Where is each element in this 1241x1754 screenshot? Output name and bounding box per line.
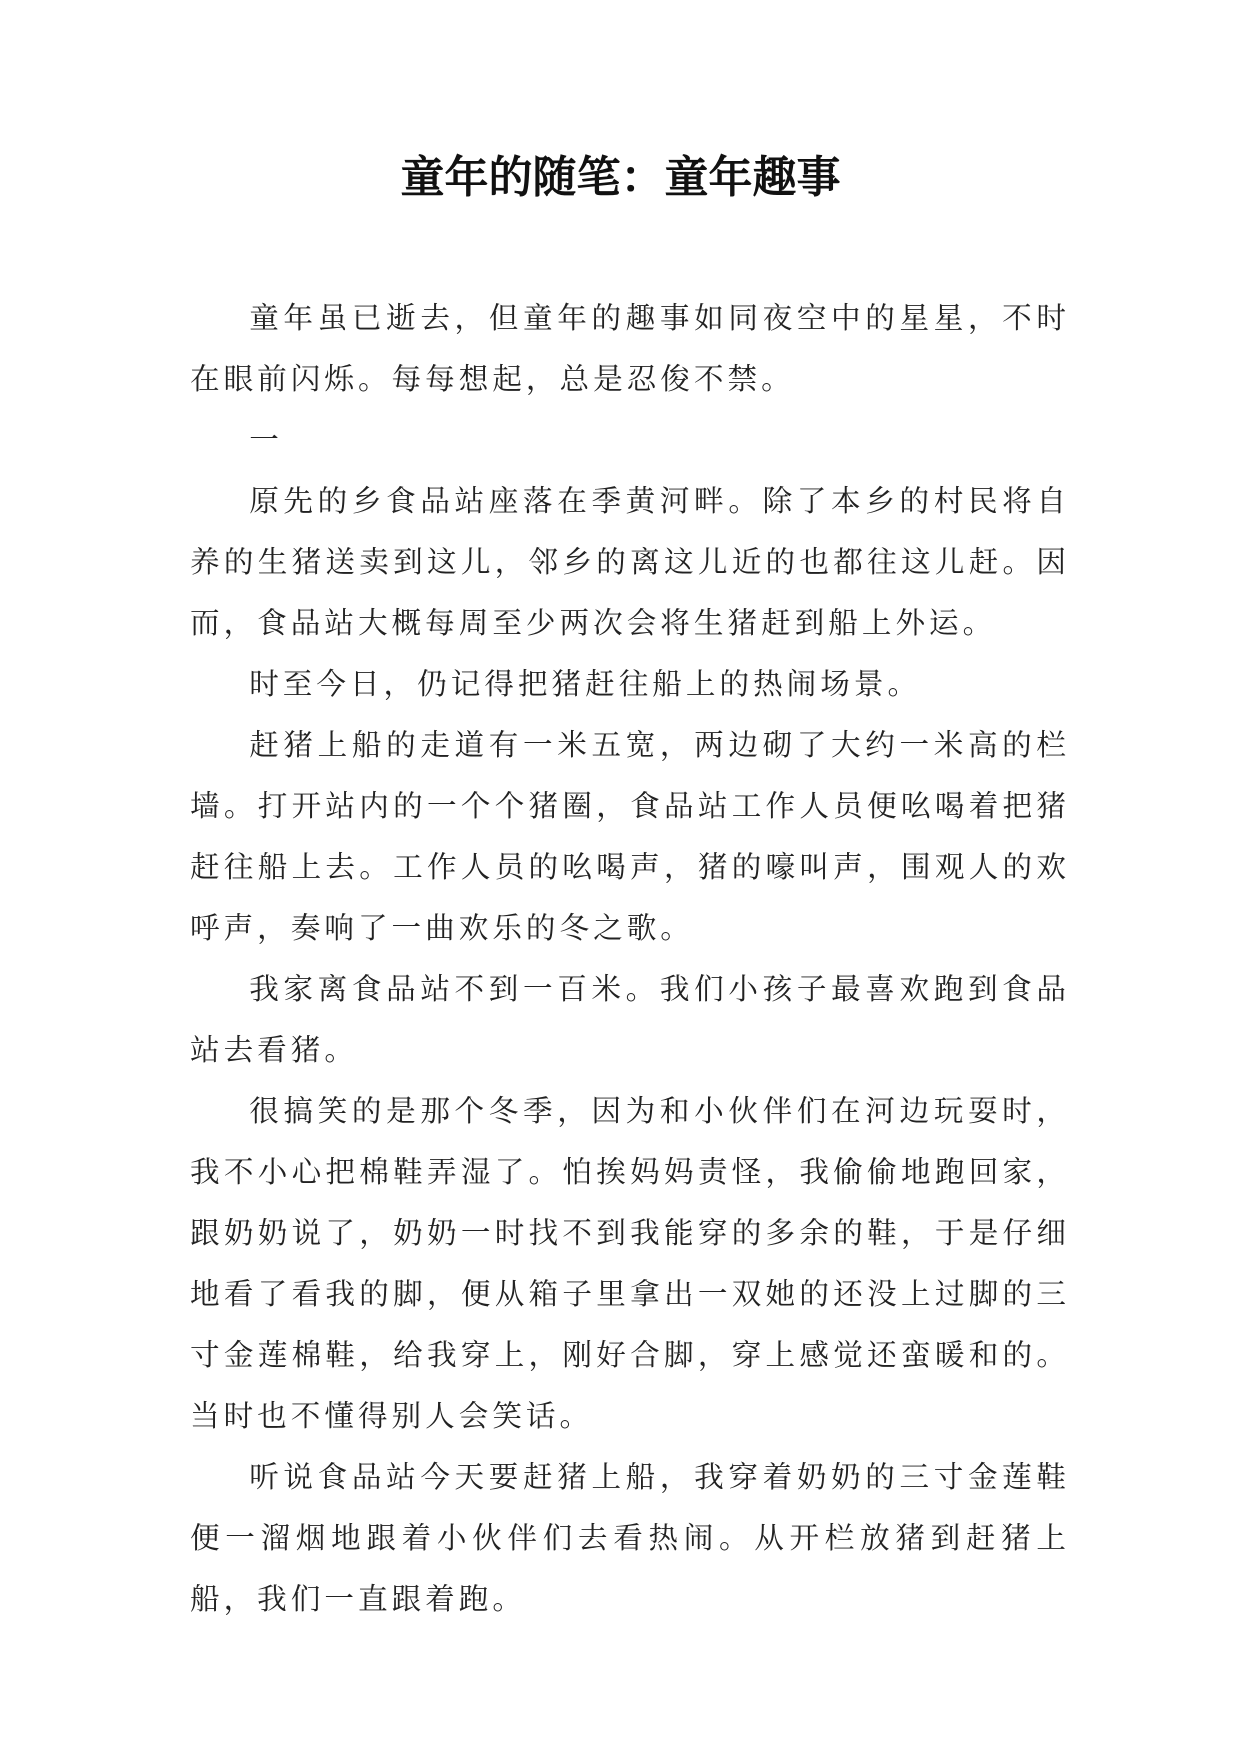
- paragraph: 原先的乡食品站座落在季黄河畔。除了本乡的村民将自养的生猪送卖到这儿，邻乡的离这儿近的也都往这儿赶。因而，食品站大概每周至少两次会将生猪赶到船上外运。: [190, 484, 1070, 640]
- paragraph: 听说食品站今天要赶猪上船，我穿着奶奶的三寸金莲鞋便一溜烟地跟着小伙伴们去看热闹。从开栏放猪到赶猪上船，我们一直跟着跑。: [190, 1460, 1070, 1616]
- paragraph: 童年虽已逝去，但童年的趣事如同夜空中的星星，不时在眼前闪烁。每每想起，总是忍俊不禁。: [190, 301, 1070, 396]
- section-number: 一: [249, 423, 283, 457]
- paragraph: 我家离食品站不到一百米。我们小孩子最喜欢跑到食品站去看猪。: [190, 972, 1070, 1067]
- paragraph: 赶猪上船的走道有一米五宽，两边砌了大约一米高的栏墙。打开站内的一个个猪圈，食品站工作人员便吆喝着把猪赶往船上去。工作人员的吆喝声，猪的嚎叫声，围观人的欢呼声，奏响了一曲欢乐的冬之歌。: [190, 728, 1070, 945]
- paragraph: 时至今日，仍记得把猪赶往船上的热闹场景。: [249, 667, 922, 701]
- paragraph: 很搞笑的是那个冬季，因为和小伙伴们在河边玩耍时，我不小心把棉鞋弄湿了。怕挨妈妈责怪，我偷偷地跑回家，跟奶奶说了，奶奶一时找不到我能穿的多余的鞋，于是仔细地看了看我的脚，便从箱子里拿出一双她的还没上过脚的三寸金莲棉鞋，给我穿上，刚好合脚，穿上感觉还蛮暖和的。当时也不懂得别人会笑话。: [190, 1094, 1070, 1433]
- page-title: 童年的随笔：童年趣事: [400, 152, 841, 203]
- article-body: [190, 288, 1070, 1630]
